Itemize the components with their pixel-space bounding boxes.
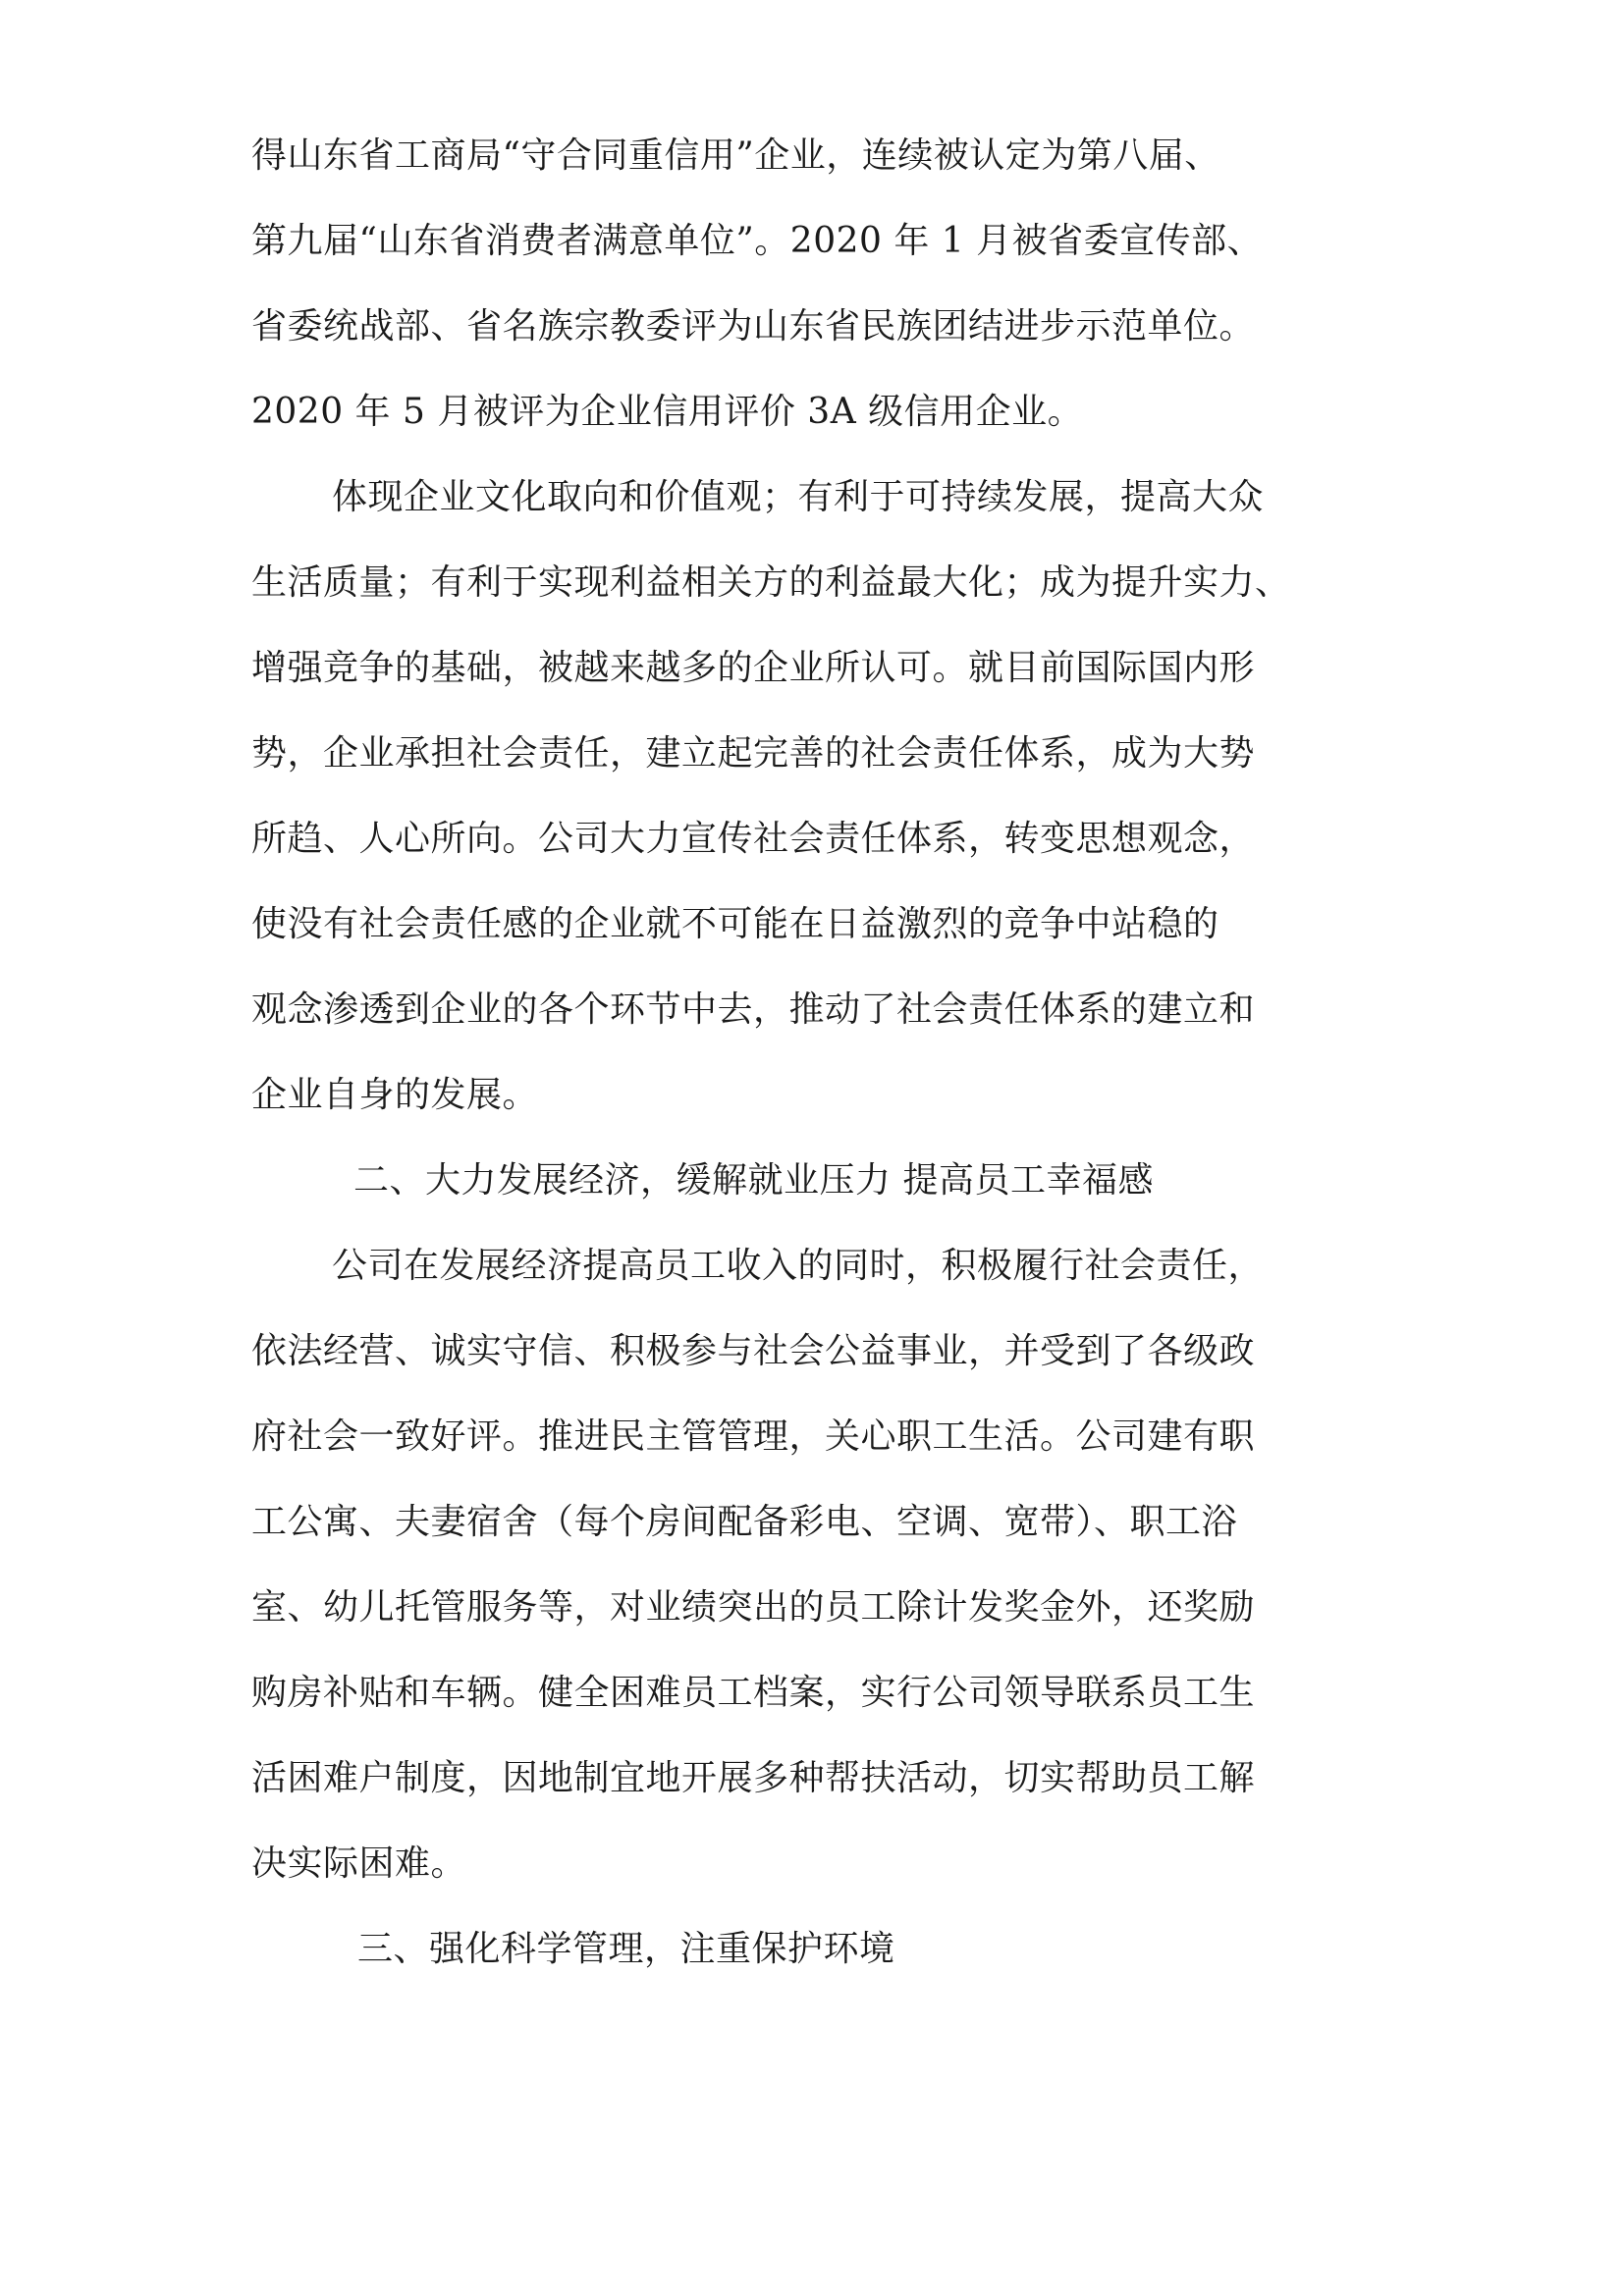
paragraph-1-line-2: 第九届“山东省消费者满意单位”。2020 年 1 月被省委宣传部、 — [251, 221, 1264, 261]
paragraph-3-line-2: 依法经营、诚实守信、积极参与社会公益事业，并受到了各级政 — [251, 1331, 1256, 1371]
paragraph-3-line-7: 活困难户制度，因地制宜地开展多种帮扶活动，切实帮助员工解 — [251, 1758, 1256, 1798]
paragraph-2-line-6: 使没有社会责任感的企业就不可能在日益激烈的竞争中站稳的 — [251, 904, 1219, 944]
paragraph-1-line-3: 省委统战部、省名族宗教委评为山东省民族团结进步示范单位。 — [251, 306, 1256, 347]
paragraph-3-line-8: 决实际困难。 — [251, 1843, 467, 1884]
paragraph-3-line-4: 工公寓、夫妻宿舍（每个房间配备彩电、空调、宽带）、职工浴 — [251, 1502, 1238, 1542]
paragraph-1-line-4: 2020 年 5 月被评为企业信用评价 3A 级信用企业。 — [251, 392, 1084, 432]
paragraph-2-line-4: 势，企业承担社会责任，建立起完善的社会责任体系，成为大势 — [251, 733, 1256, 774]
paragraph-1-line-1: 得山东省工商局“守合同重信用”企业，连续被认定为第八届、 — [251, 135, 1220, 176]
paragraph-2-line-1: 体现企业文化取向和价值观；有利于可持续发展，提高大众 — [332, 477, 1265, 517]
paragraph-3-line-5: 室、幼儿托管服务等，对业绩突出的员工除计发奖金外，还奖励 — [251, 1587, 1256, 1628]
paragraph-2-line-3: 增强竞争的基础，被越来越多的企业所认可。就目前国际国内形 — [251, 648, 1256, 688]
paragraph-3-line-1: 公司在发展经济提高员工收入的同时，积极履行社会责任， — [332, 1246, 1265, 1286]
paragraph-2-line-8: 企业自身的发展。 — [251, 1075, 539, 1115]
section-heading-3: 三、强化科学管理，注重保护环境 — [357, 1929, 895, 1969]
paragraph-2-line-2: 生活质量；有利于实现利益相关方的利益最大化；成为提升实力、 — [251, 562, 1291, 603]
paragraph-2-line-5: 所趋、人心所向。公司大力宣传社会责任体系，转变思想观念， — [251, 819, 1256, 859]
paragraph-3-line-3: 府社会一致好评。推进民主管管理，关心职工生活。公司建有职 — [251, 1416, 1256, 1457]
paragraph-3-line-6: 购房补贴和车辆。健全困难员工档案，实行公司领导联系员工生 — [251, 1673, 1256, 1713]
paragraph-2-line-7: 观念渗透到企业的各个环节中去，推动了社会责任体系的建立和 — [251, 989, 1256, 1030]
section-heading-2: 二、大力发展经济，缓解就业压力 提高员工幸福感 — [353, 1160, 1154, 1201]
